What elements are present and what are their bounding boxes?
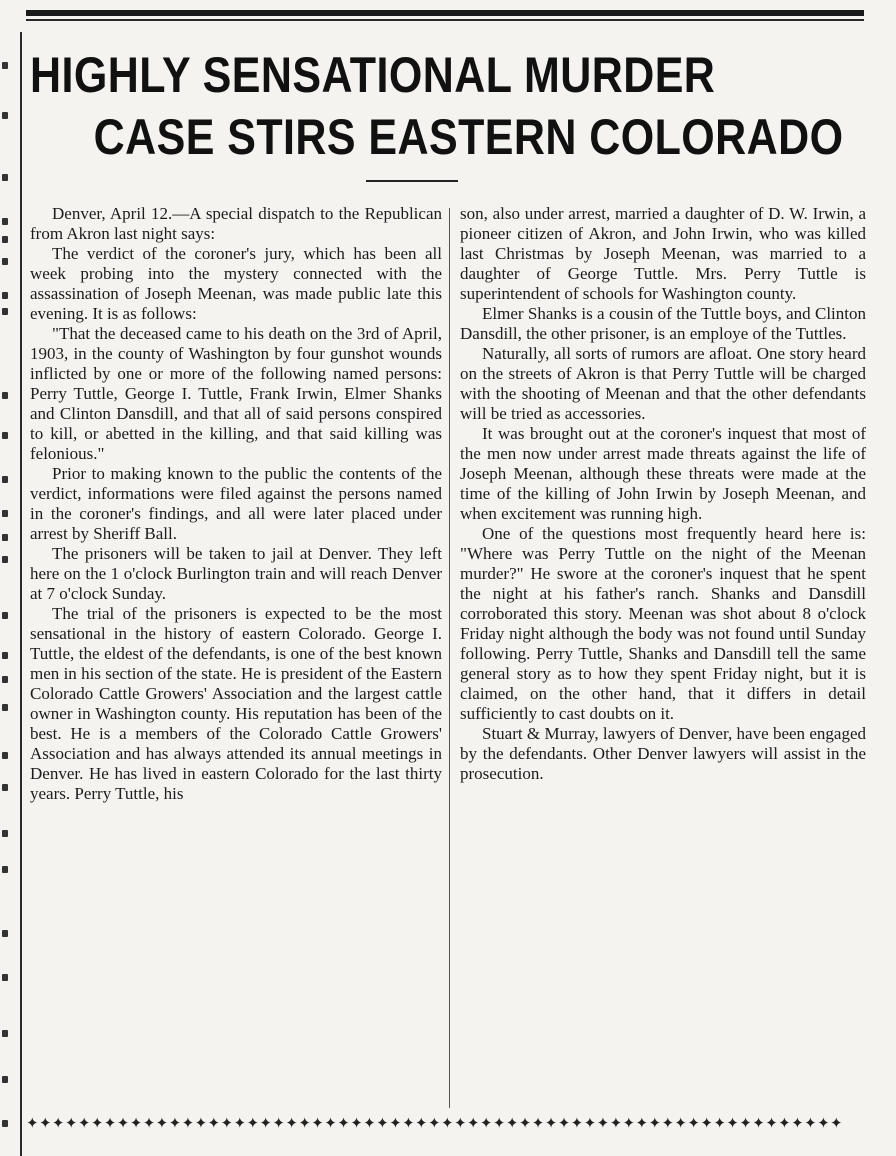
left-column-rule [20,32,22,1156]
column-divider [449,208,450,1108]
paragraph-continuation: son, also under arrest, married a daughter of D. W. Irwin, a pioneer citizen of Akron, and John Irwin, who was killed last Christmas by Joseph Meenan, was married to a daughter of George Tuttle. Mrs. Perry Tuttle is superintendent of schools for Washington county. [460,204,866,303]
paragraph-lawyers: Stuart & Murray, lawyers of Denver, have been engaged by the defendants. Other Denver lawyers will assist in the prosecution. [460,724,866,783]
headline-line-2: CASE STIRS EASTERN COLORADO [93,109,844,165]
bottom-ornament-rule: ✦✦✦✦✦✦✦✦✦✦✦✦✦✦✦✦✦✦✦✦✦✦✦✦✦✦✦✦✦✦✦✦✦✦✦✦✦✦✦✦✦✦✦✦✦✦✦✦✦✦✦✦✦✦✦✦✦✦✦✦✦✦✦ [26,1116,844,1132]
paragraph-verdict-quote: "That the deceased came to his death on the 3rd of April, 1903, in the county of Washington by four gunshot wounds inflicted by one or more of the following named persons: Perry Tuttle, George I. Tuttle, Frank Irwin, Elmer Shanks and Clinton Dansdill, and that all of said persons conspired to kill, or abetted in the killing, and that said killing was felonious." [30,324,442,463]
paragraph-arrests: Prior to making known to the public the contents of the verdict, informations were filed against the persons named in the coroner's findings, and all were later placed under arrest by Sheriff Ball. [30,464,442,543]
paragraph-shanks-dansdill: Elmer Shanks is a cousin of the Tuttle boys, and Clinton Dansdill, the other prisoner, is an employe of the Tuttles. [460,304,866,343]
headline-line-1: HIGHLY SENSATIONAL MURDER [30,47,716,103]
paragraph-dateline: Denver, April 12.—A special dispatch to the Republican from Akron last night says: [30,204,442,243]
article-column-2 [460,204,866,784]
paragraph-inquest-threats: It was brought out at the coroner's inquest that most of the men now under arrest made threats against the life of Joseph Meenan, although these threats were made at the time of the killing of John Irwin by Joseph Meenan, and when excitement was running high. [460,424,866,523]
paragraph-trial-expected: The trial of the prisoners is expected to be the most sensational in the history of eastern Colorado. George I. Tuttle, the eldest of the defendants, is one of the best known men in his section of the state. He is president of the Eastern Colorado Cattle Growers' Association and the largest cattle owner in Washington county. His reputation has been of the best. He is a members of the Colorado Cattle Growers' Association and has always attended its annual meetings in Denver. He has lived in eastern Colorado for the last thirty years. Perry Tuttle, his [30,604,442,803]
paragraph-jail-transfer: The prisoners will be taken to jail at Denver. They left here on the 1 o'clock Burlington train and will reach Denver at 7 o'clock Sunday. [30,544,442,603]
headline-divider [366,180,458,182]
top-rule-thick [26,10,864,16]
adjacent-column-fragments [0,40,14,1150]
top-rule-thin [26,19,864,21]
paragraph-rumors: Naturally, all sorts of rumors are afloat. One story heard on the streets of Akron is that Perry Tuttle will be charged with the shooting of Meenan and that the other defendants will be tried as accessories. [460,344,866,423]
article-column-1 [30,204,442,804]
paragraph-alibi-question: One of the questions most frequently heard here is: "Where was Perry Tuttle on the night of the Meenan murder?" He swore at the coroner's inquest that he spent the night at his father's ranch. Shanks and Dansdill corroborated this story. Meenan was shot about 8 o'clock Friday night although the body was not found until Sunday following. Perry Tuttle, Shanks and Dansdill tell the same general story as to how they spent Friday night, but it is claimed, on the other hand, that it differs in detail sufficiently to cast doubts on it. [460,524,866,723]
paragraph-verdict-intro: The verdict of the coroner's jury, which has been all week probing into the mystery connected with the assassination of Joseph Meenan, was made public late this evening. It is as follows: [30,244,442,323]
headline [30,44,844,168]
